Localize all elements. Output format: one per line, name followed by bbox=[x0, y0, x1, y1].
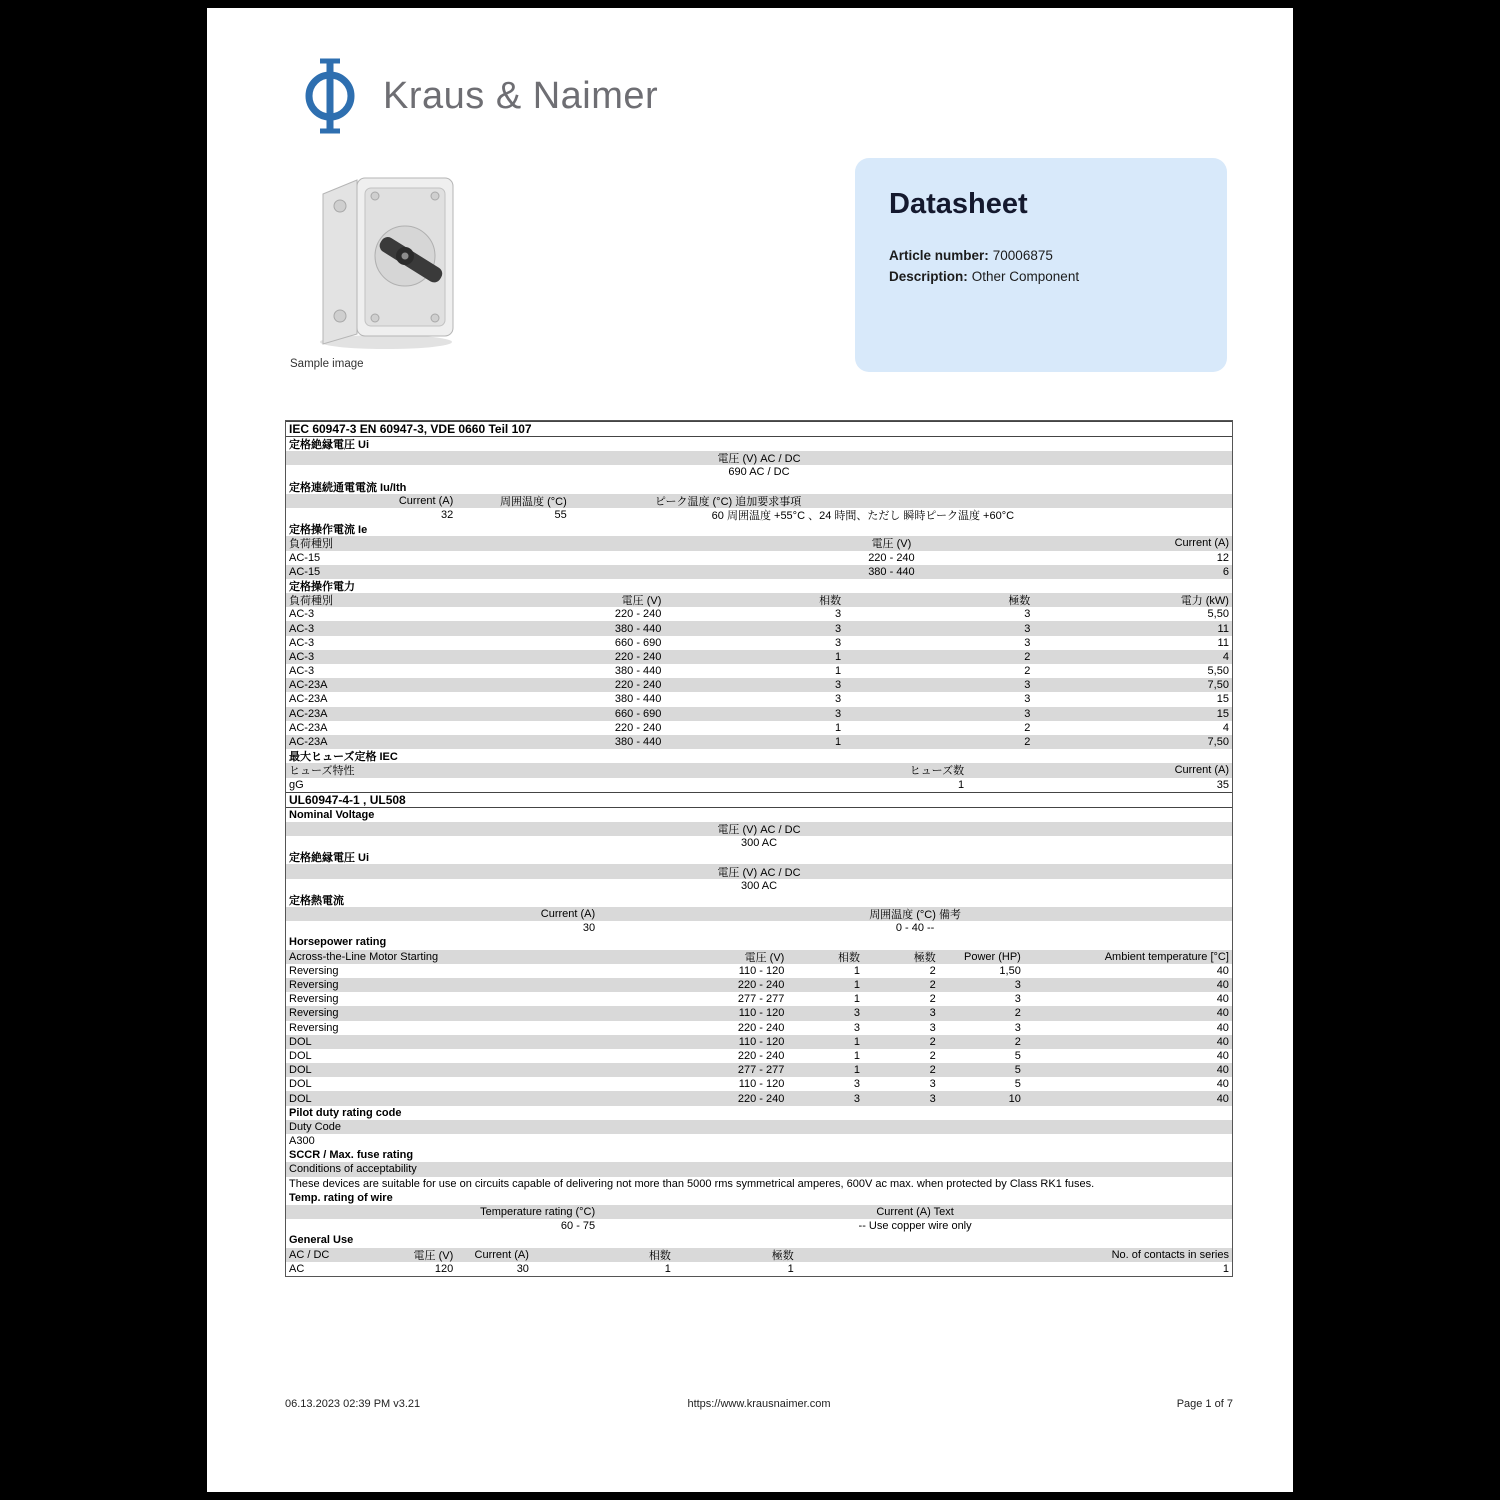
table-cell: 2 bbox=[929, 1049, 936, 1062]
table-cell: 3 bbox=[835, 693, 842, 706]
table-cell: 相数 bbox=[838, 951, 861, 964]
table-cell: 277 - 277 bbox=[737, 993, 785, 1006]
table-row bbox=[286, 678, 1232, 692]
table-cell: Horsepower rating bbox=[289, 936, 387, 949]
table-cell: 相数 bbox=[648, 1249, 671, 1262]
table-row bbox=[286, 1049, 1232, 1063]
table-cell: 定格絶縁電圧 Ui bbox=[289, 439, 370, 452]
table-cell: 40 bbox=[1216, 1021, 1229, 1034]
table-row bbox=[286, 893, 1232, 907]
table-cell: General Use bbox=[289, 1234, 354, 1247]
table-row bbox=[286, 950, 1232, 964]
table-cell: 1 bbox=[835, 721, 842, 734]
table-row bbox=[286, 1106, 1232, 1120]
table-cell: 0 - 40 -- bbox=[895, 922, 935, 935]
table-cell: AC-23A bbox=[289, 736, 328, 749]
table-cell: DOL bbox=[289, 1078, 312, 1091]
table-row bbox=[286, 565, 1232, 579]
datasheet-card bbox=[855, 158, 1227, 372]
description-value: Other Component bbox=[971, 269, 1080, 284]
table-cell: 定格操作電力 bbox=[289, 580, 355, 593]
table-cell: 電圧 (V) bbox=[871, 538, 912, 551]
table-row bbox=[286, 1262, 1232, 1276]
table-cell: 3 bbox=[929, 1021, 936, 1034]
table-cell: 220 - 240 bbox=[614, 679, 662, 692]
table-cell: 15 bbox=[1216, 693, 1229, 706]
table-row bbox=[286, 836, 1232, 850]
table-cell: 1 bbox=[835, 650, 842, 663]
table-row bbox=[286, 879, 1232, 893]
table-cell: 電圧 (V) bbox=[744, 951, 785, 964]
table-cell: 30 bbox=[516, 1262, 529, 1275]
table-row bbox=[286, 978, 1232, 992]
table-cell: 極数 bbox=[771, 1249, 794, 1262]
table-row bbox=[286, 692, 1232, 706]
table-cell: 220 - 240 bbox=[737, 1021, 785, 1034]
table-cell: 4 bbox=[1222, 650, 1229, 663]
table-cell: 660 - 690 bbox=[614, 707, 662, 720]
table-row bbox=[286, 792, 1232, 808]
table-cell: 負荷種別 bbox=[289, 538, 333, 551]
table-row bbox=[286, 1120, 1232, 1134]
table-cell: AC-23A bbox=[289, 721, 328, 734]
table-cell: 1 bbox=[1222, 1262, 1229, 1275]
table-cell: 3 bbox=[835, 679, 842, 692]
table-cell: 40 bbox=[1216, 979, 1229, 992]
table-cell: 周囲温度 (°C) bbox=[500, 495, 567, 508]
table-cell: 690 AC / DC bbox=[728, 466, 790, 479]
table-row bbox=[286, 664, 1232, 678]
table-cell: 電力 (kW) bbox=[1180, 595, 1229, 608]
table-row bbox=[286, 522, 1232, 536]
table-cell: Pilot duty rating code bbox=[289, 1106, 402, 1119]
table-cell: Reversing bbox=[289, 964, 339, 977]
table-cell: 極数 bbox=[913, 951, 936, 964]
table-cell: 30 bbox=[582, 922, 596, 935]
table-cell: Nominal Voltage bbox=[289, 808, 375, 821]
table-cell: 110 - 120 bbox=[738, 1035, 785, 1048]
table-cell: 定格操作電流 Ie bbox=[289, 524, 368, 537]
table-row bbox=[286, 421, 1232, 437]
table-cell: 3 bbox=[1014, 979, 1021, 992]
table-cell: DOL bbox=[289, 1064, 312, 1077]
table-cell: 3 bbox=[835, 707, 842, 720]
table-row bbox=[286, 636, 1232, 650]
table-cell: 定格熱電流 bbox=[289, 894, 344, 907]
table-row bbox=[286, 494, 1232, 508]
table-row bbox=[286, 1191, 1232, 1205]
table-cell: 10 bbox=[1008, 1092, 1021, 1105]
table-cell: 1 bbox=[853, 1035, 861, 1048]
table-row bbox=[286, 1035, 1232, 1049]
table-cell: These devices are suitable for use on circuits capable of delivering not more than 5000 rms symmetrical amperes, 600V ac max. when protected by Class RK1 fuses. bbox=[289, 1177, 1095, 1190]
table-row bbox=[286, 508, 1232, 522]
table-cell: AC bbox=[289, 1262, 305, 1275]
table-cell: 120 bbox=[434, 1262, 454, 1275]
table-cell: 60 周囲温度 +55°C 、24 時間、ただし 瞬時ピーク温度 +60°C bbox=[711, 510, 1015, 523]
table-cell: Current (A) bbox=[540, 908, 596, 921]
footer-page-number: Page 1 of 7 bbox=[1176, 1398, 1233, 1410]
table-cell: 1 bbox=[853, 1049, 861, 1062]
table-cell: IEC 60947-3 EN 60947-3, VDE 0660 Teil 107 bbox=[289, 422, 532, 436]
product-image bbox=[305, 166, 467, 352]
table-cell: 380 - 440 bbox=[614, 693, 662, 706]
table-cell: Reversing bbox=[289, 1021, 339, 1034]
table-cell: ヒューズ数 bbox=[909, 765, 965, 778]
table-cell: 220 - 240 bbox=[868, 551, 915, 564]
table-row bbox=[286, 465, 1232, 479]
table-cell: AC-15 bbox=[289, 565, 321, 578]
table-cell: 3 bbox=[1024, 608, 1031, 621]
table-cell: 3 bbox=[1024, 622, 1031, 635]
table-cell: AC / DC bbox=[289, 1248, 330, 1261]
table-cell: Current (A) bbox=[398, 494, 454, 507]
table-cell: 1 bbox=[787, 1262, 794, 1275]
table-cell: 2 bbox=[1024, 736, 1031, 749]
table-cell: 最大ヒューズ定格 IEC bbox=[289, 751, 398, 764]
table-cell: 220 - 240 bbox=[614, 721, 662, 734]
spec-table bbox=[285, 420, 1233, 1277]
table-cell: AC-15 bbox=[289, 551, 321, 564]
table-cell: 35 bbox=[1216, 778, 1229, 791]
table-row bbox=[286, 992, 1232, 1006]
table-cell: 110 - 120 bbox=[738, 1078, 785, 1091]
table-row bbox=[286, 1021, 1232, 1035]
table-cell: 3 bbox=[1024, 693, 1031, 706]
table-cell: AC-23A bbox=[289, 679, 328, 692]
table-cell: 220 - 240 bbox=[737, 979, 785, 992]
table-row bbox=[286, 650, 1232, 664]
table-cell: AC-3 bbox=[289, 608, 315, 621]
table-cell: 110 - 120 bbox=[738, 964, 785, 977]
table-cell: 3 bbox=[853, 1092, 861, 1105]
table-cell: 負荷種別 bbox=[289, 595, 333, 608]
table-cell: AC-3 bbox=[289, 636, 315, 649]
footer-url: https://www.krausnaimer.com bbox=[687, 1398, 831, 1410]
table-cell: 電圧 (V) AC / DC bbox=[717, 823, 801, 836]
table-cell: DOL bbox=[289, 1035, 312, 1048]
table-row bbox=[286, 1177, 1232, 1191]
table-row bbox=[286, 907, 1232, 921]
table-cell: 2 bbox=[929, 993, 936, 1006]
table-cell: 定格絶縁電圧 Ui bbox=[289, 852, 370, 865]
table-row bbox=[286, 749, 1232, 763]
table-cell: 3 bbox=[1014, 993, 1021, 1006]
table-row bbox=[286, 850, 1232, 864]
table-cell: 380 - 440 bbox=[614, 736, 662, 749]
table-cell: 300 AC bbox=[740, 879, 778, 892]
table-row bbox=[286, 721, 1232, 735]
table-cell: 極数 bbox=[1008, 595, 1031, 608]
table-cell: 3 bbox=[1024, 707, 1031, 720]
table-cell: 380 - 440 bbox=[868, 565, 915, 578]
table-cell: 40 bbox=[1216, 1078, 1229, 1091]
table-cell: AC-23A bbox=[289, 693, 328, 706]
table-cell: 1 bbox=[853, 993, 861, 1006]
table-row bbox=[286, 1205, 1232, 1219]
table-cell: 40 bbox=[1216, 964, 1229, 977]
table-cell: 1 bbox=[664, 1262, 671, 1275]
table-cell: 1 bbox=[835, 736, 842, 749]
table-row bbox=[286, 822, 1232, 836]
table-cell: AC-3 bbox=[289, 622, 315, 635]
table-cell: 電圧 (V) bbox=[621, 595, 662, 608]
table-cell: 1 bbox=[853, 979, 861, 992]
table-cell: Across-the-Line Motor Starting bbox=[289, 950, 439, 963]
table-row bbox=[286, 1006, 1232, 1020]
table-cell: 3 bbox=[853, 1007, 861, 1020]
table-row bbox=[286, 864, 1232, 878]
table-cell: 300 AC bbox=[740, 837, 778, 850]
table-cell: 1 bbox=[853, 1064, 861, 1077]
table-cell: 3 bbox=[929, 1092, 936, 1105]
table-row bbox=[286, 621, 1232, 635]
table-cell: 電圧 (V) AC / DC bbox=[717, 866, 801, 879]
table-row bbox=[286, 480, 1232, 494]
table-row bbox=[286, 1248, 1232, 1262]
table-cell: 1 bbox=[835, 665, 842, 678]
table-cell: 3 bbox=[835, 636, 842, 649]
table-cell: Duty Code bbox=[289, 1120, 341, 1133]
card-title: Datasheet bbox=[889, 188, 1028, 220]
table-cell: 5 bbox=[1014, 1078, 1021, 1091]
table-cell: 電圧 (V) bbox=[413, 1249, 454, 1262]
table-row bbox=[286, 593, 1232, 607]
table-cell: 40 bbox=[1216, 1007, 1229, 1020]
table-row bbox=[286, 607, 1232, 621]
table-cell: 1 bbox=[957, 778, 965, 791]
table-cell: 220 - 240 bbox=[614, 650, 662, 663]
table-cell: SCCR / Max. fuse rating bbox=[289, 1149, 414, 1162]
table-cell: 3 bbox=[835, 608, 842, 621]
table-cell: 11 bbox=[1217, 622, 1229, 635]
table-cell: AC-23A bbox=[289, 707, 328, 720]
table-cell: 380 - 440 bbox=[614, 622, 662, 635]
table-cell: 2 bbox=[929, 1064, 936, 1077]
table-row bbox=[286, 921, 1232, 935]
description-label: Description: bbox=[889, 269, 968, 284]
brand-header bbox=[297, 56, 658, 136]
article-number-value: 70006875 bbox=[992, 248, 1053, 263]
table-cell: Current (A) bbox=[474, 1248, 529, 1261]
table-row bbox=[286, 451, 1232, 465]
table-cell: 1,50 bbox=[999, 964, 1021, 977]
table-row bbox=[286, 1077, 1232, 1091]
table-cell: Reversing bbox=[289, 993, 339, 1006]
table-row bbox=[286, 808, 1232, 822]
table-row bbox=[286, 735, 1232, 749]
table-cell: gG bbox=[289, 778, 304, 791]
table-cell: 40 bbox=[1216, 1064, 1229, 1077]
table-row bbox=[286, 1162, 1232, 1176]
table-cell: Current (A) Text bbox=[876, 1206, 954, 1219]
table-cell: 55 bbox=[554, 509, 567, 522]
table-cell: 2 bbox=[929, 964, 936, 977]
table-cell: 周囲温度 (°C) 備考 bbox=[869, 909, 961, 922]
table-cell: Conditions of acceptability bbox=[289, 1163, 417, 1176]
sample-image-caption: Sample image bbox=[290, 358, 364, 370]
article-number-label: Article number: bbox=[889, 248, 989, 263]
table-cell: 5,50 bbox=[1207, 665, 1229, 678]
table-cell: ヒューズ特性 bbox=[289, 765, 355, 778]
table-cell: 7,50 bbox=[1207, 736, 1229, 749]
table-row bbox=[286, 551, 1232, 565]
table-row bbox=[286, 964, 1232, 978]
table-cell: Current (A) bbox=[1174, 764, 1229, 777]
table-cell: 6 bbox=[1222, 565, 1229, 578]
table-cell: 2 bbox=[929, 1035, 936, 1048]
table-cell: 2 bbox=[1024, 650, 1031, 663]
table-cell: DOL bbox=[289, 1049, 312, 1062]
table-cell: DOL bbox=[289, 1092, 312, 1105]
table-row bbox=[286, 579, 1232, 593]
table-row bbox=[286, 707, 1232, 721]
table-cell: 5 bbox=[1014, 1049, 1021, 1062]
table-cell: UL60947-4-1 , UL508 bbox=[289, 792, 406, 807]
table-cell: Power (HP) bbox=[963, 950, 1021, 963]
table-cell: Temp. rating of wire bbox=[289, 1191, 393, 1204]
table-cell: 定格連続通電電流 Iu/Ith bbox=[289, 481, 407, 494]
table-cell: Current (A) bbox=[1174, 537, 1229, 550]
table-cell: Reversing bbox=[289, 1007, 339, 1020]
table-cell: 3 bbox=[835, 622, 842, 635]
table-cell: 2 bbox=[1014, 1035, 1021, 1048]
table-cell: 3 bbox=[1024, 636, 1031, 649]
table-cell: Temperature rating (°C) bbox=[480, 1206, 596, 1219]
table-cell: 3 bbox=[1014, 1021, 1021, 1034]
table-cell: 40 bbox=[1216, 1092, 1229, 1105]
table-cell: 電圧 (V) AC / DC bbox=[717, 453, 801, 466]
brand-name: Kraus & Naimer bbox=[383, 74, 659, 117]
table-cell: 32 bbox=[441, 509, 454, 522]
phi-logo-icon bbox=[297, 56, 363, 136]
table-cell: 相数 bbox=[819, 595, 842, 608]
table-row bbox=[286, 763, 1232, 777]
table-cell: 220 - 240 bbox=[737, 1049, 785, 1062]
table-row bbox=[286, 935, 1232, 949]
table-cell: AC-3 bbox=[289, 665, 315, 678]
table-row bbox=[286, 778, 1232, 792]
table-cell: -- Use copper wire only bbox=[858, 1220, 972, 1233]
table-cell: 40 bbox=[1216, 993, 1229, 1006]
table-cell: 110 - 120 bbox=[738, 1007, 785, 1020]
table-cell: 220 - 240 bbox=[614, 608, 662, 621]
table-cell: 5 bbox=[1014, 1064, 1021, 1077]
table-cell: 12 bbox=[1216, 551, 1229, 564]
table-cell: 380 - 440 bbox=[614, 665, 662, 678]
table-cell: 660 - 690 bbox=[614, 636, 662, 649]
table-cell: Ambient temperature [°C] bbox=[1104, 950, 1229, 963]
table-cell: 2 bbox=[1024, 721, 1031, 734]
table-cell: 3 bbox=[929, 1007, 936, 1020]
table-cell: 40 bbox=[1216, 1049, 1229, 1062]
table-cell: 7,50 bbox=[1207, 679, 1229, 692]
table-cell: 40 bbox=[1216, 1035, 1229, 1048]
page-footer bbox=[285, 1398, 1233, 1410]
table-cell: 3 bbox=[853, 1078, 861, 1091]
table-row bbox=[286, 1148, 1232, 1162]
table-cell: 3 bbox=[929, 1078, 936, 1091]
table-cell: 15 bbox=[1216, 707, 1229, 720]
table-cell: 60 - 75 bbox=[560, 1220, 596, 1233]
table-cell: A300 bbox=[289, 1135, 315, 1148]
table-row bbox=[286, 536, 1232, 550]
table-cell: 11 bbox=[1217, 636, 1229, 649]
table-cell: 2 bbox=[929, 979, 936, 992]
table-row bbox=[286, 1233, 1232, 1247]
datasheet-page bbox=[207, 8, 1293, 1492]
description-line bbox=[889, 266, 1193, 287]
table-row bbox=[286, 1091, 1232, 1105]
table-cell: 2 bbox=[1024, 665, 1031, 678]
table-row bbox=[286, 1063, 1232, 1077]
table-cell: ピーク温度 (°C) 追加要求事項 bbox=[654, 495, 802, 508]
table-cell: 5,50 bbox=[1207, 608, 1229, 621]
table-row bbox=[286, 1219, 1232, 1233]
table-cell: Reversing bbox=[289, 979, 339, 992]
table-cell: 2 bbox=[1014, 1007, 1021, 1020]
table-cell: 1 bbox=[853, 964, 861, 977]
table-cell: 3 bbox=[853, 1021, 861, 1034]
table-row bbox=[286, 1134, 1232, 1148]
table-cell: 3 bbox=[1024, 679, 1031, 692]
table-cell: AC-3 bbox=[289, 650, 315, 663]
table-cell: 4 bbox=[1222, 721, 1229, 734]
table-cell: No. of contacts in series bbox=[1111, 1248, 1229, 1261]
footer-date-version: 06.13.2023 02:39 PM v3.21 bbox=[285, 1398, 421, 1410]
table-cell: 277 - 277 bbox=[737, 1064, 785, 1077]
table-row bbox=[286, 437, 1232, 451]
article-number-line bbox=[889, 245, 1193, 266]
table-cell: 220 - 240 bbox=[737, 1092, 785, 1105]
